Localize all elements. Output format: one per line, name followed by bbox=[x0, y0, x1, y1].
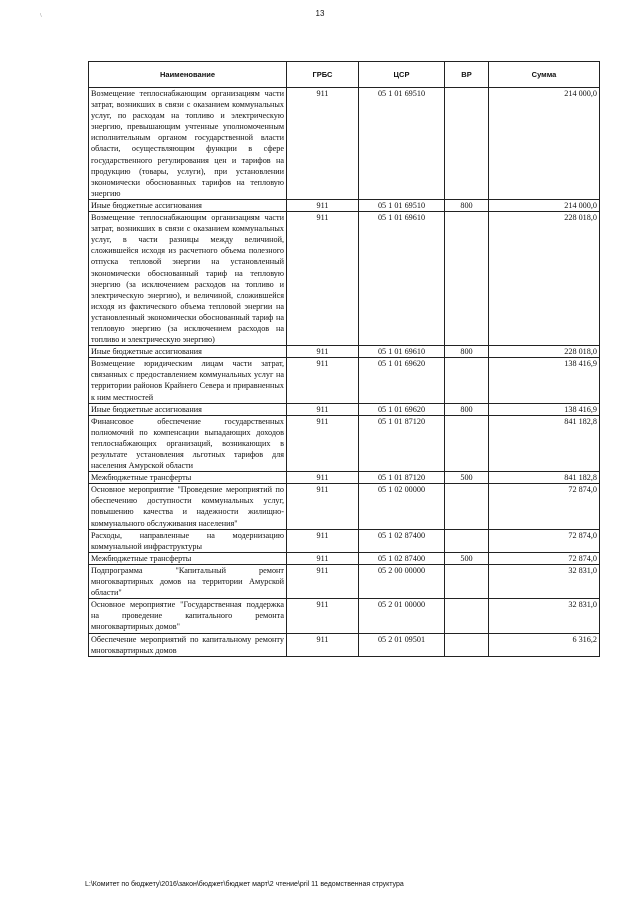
row-grbs: 911 bbox=[287, 199, 359, 211]
row-grbs: 911 bbox=[287, 403, 359, 415]
header-sum: Сумма bbox=[489, 62, 600, 88]
budget-table bbox=[88, 61, 600, 657]
row-grbs: 911 bbox=[287, 346, 359, 358]
table-row bbox=[89, 564, 600, 598]
row-name: Возмещение теплоснабжающим организациям части затрат, возникших в связи с оказанием коммунальных услуг, по расходам на топливо и электрическую энергию, превышающим учтенные уполномоченным исполнительным органом государственной власти области, осуществляющим функции в сфере государственного регулирования цен и тарифов на продукцию (товары, услуги), при установлении экономически обоснованных тарифов на тепловую энергию bbox=[89, 88, 287, 200]
row-sum: 228 018,0 bbox=[489, 212, 600, 346]
row-name: Возмещение теплоснабжающим организациям части затрат, возникших в связи с оказанием коммунальных услуг, в части разницы между величиной, сложившейся исходя из расчетного объема полезного отпуска тепловой энергии на установленный экономически обоснованный тариф на тепловую энергию (за исключением расходов на топливо и электрическую энергию), и величиной, сложившейся исходя из фактического объема тепловой энергии на установленный экономически обоснованный тариф на тепловую энергию (за исключением расходов на топливо и электрическую энергию) bbox=[89, 212, 287, 346]
row-vr bbox=[445, 212, 489, 346]
row-grbs: 911 bbox=[287, 212, 359, 346]
table-row bbox=[89, 633, 600, 656]
row-sum: 214 000,0 bbox=[489, 88, 600, 200]
row-name: Финансовое обеспечение государственных полномочий по компенсации выпадающих доходов теплоснабжающих организаций, возникающих в результате установления льготных тарифов для населения Амурской области bbox=[89, 415, 287, 471]
row-vr: 800 bbox=[445, 346, 489, 358]
row-sum: 72 874,0 bbox=[489, 552, 600, 564]
row-name: Возмещение юридическим лицам части затрат, связанных с предоставлением коммунальных услуг на территории районов Крайнего Севера и приравненных к ним местностей bbox=[89, 358, 287, 403]
table-row bbox=[89, 212, 600, 346]
row-sum: 228 018,0 bbox=[489, 346, 600, 358]
row-csr: 05 1 01 69610 bbox=[359, 346, 445, 358]
row-sum: 841 182,8 bbox=[489, 415, 600, 471]
header-grbs: ГРБС bbox=[287, 62, 359, 88]
row-csr: 05 1 02 87400 bbox=[359, 529, 445, 552]
row-vr: 500 bbox=[445, 552, 489, 564]
row-sum: 72 874,0 bbox=[489, 484, 600, 529]
row-name: Расходы, направленные на модернизацию коммунальной инфраструктуры bbox=[89, 529, 287, 552]
row-name: Иные бюджетные ассигнования bbox=[89, 199, 287, 211]
header-name: Наименование bbox=[89, 62, 287, 88]
row-vr bbox=[445, 415, 489, 471]
row-name: Основное мероприятие "Проведение мероприятий по обеспечению доступности коммунальных услуг, повышению качества и надежности жилищно-коммунального обслуживания населения" bbox=[89, 484, 287, 529]
corner-mark: \ bbox=[40, 13, 42, 19]
row-csr: 05 1 02 87400 bbox=[359, 552, 445, 564]
table-row bbox=[89, 415, 600, 471]
row-vr bbox=[445, 358, 489, 403]
file-path-footer: L:\Комитет по бюджету\2016\закон\бюджет\бюджет март\2 чтение\pril 11 ведомственная структура bbox=[85, 881, 404, 888]
table-row bbox=[89, 346, 600, 358]
row-vr bbox=[445, 564, 489, 598]
row-name: Обеспечение мероприятий по капитальному ремонту многоквартирных домов bbox=[89, 633, 287, 656]
row-vr: 800 bbox=[445, 199, 489, 211]
row-csr: 05 1 01 69510 bbox=[359, 88, 445, 200]
row-csr: 05 2 00 00000 bbox=[359, 564, 445, 598]
table-row bbox=[89, 199, 600, 211]
row-grbs: 911 bbox=[287, 564, 359, 598]
table-row bbox=[89, 484, 600, 529]
row-grbs: 911 bbox=[287, 358, 359, 403]
row-sum: 32 831,0 bbox=[489, 599, 600, 633]
row-grbs: 911 bbox=[287, 415, 359, 471]
row-vr bbox=[445, 88, 489, 200]
row-vr: 500 bbox=[445, 472, 489, 484]
row-grbs: 911 bbox=[287, 529, 359, 552]
header-vr: ВР bbox=[445, 62, 489, 88]
row-csr: 05 1 01 87120 bbox=[359, 415, 445, 471]
row-csr: 05 2 01 00000 bbox=[359, 599, 445, 633]
row-sum: 72 874,0 bbox=[489, 529, 600, 552]
row-name: Межбюджетные трансферты bbox=[89, 472, 287, 484]
row-name: Межбюджетные трансферты bbox=[89, 552, 287, 564]
row-sum: 32 831,0 bbox=[489, 564, 600, 598]
row-csr: 05 2 01 09501 bbox=[359, 633, 445, 656]
row-grbs: 911 bbox=[287, 88, 359, 200]
row-vr: 800 bbox=[445, 403, 489, 415]
row-grbs: 911 bbox=[287, 472, 359, 484]
table-header-row bbox=[89, 62, 600, 88]
row-vr bbox=[445, 633, 489, 656]
table-row bbox=[89, 472, 600, 484]
row-csr: 05 1 02 00000 bbox=[359, 484, 445, 529]
row-vr bbox=[445, 529, 489, 552]
row-name: Подпрограмма "Капитальный ремонт многоквартирных домов на территории Амурской области" bbox=[89, 564, 287, 598]
header-csr: ЦСР bbox=[359, 62, 445, 88]
row-grbs: 911 bbox=[287, 552, 359, 564]
row-csr: 05 1 01 69510 bbox=[359, 199, 445, 211]
row-grbs: 911 bbox=[287, 599, 359, 633]
row-grbs: 911 bbox=[287, 484, 359, 529]
page-number: 13 bbox=[315, 9, 325, 18]
row-name: Иные бюджетные ассигнования bbox=[89, 346, 287, 358]
row-sum: 841 182,8 bbox=[489, 472, 600, 484]
row-sum: 138 416,9 bbox=[489, 403, 600, 415]
row-csr: 05 1 01 87120 bbox=[359, 472, 445, 484]
row-csr: 05 1 01 69610 bbox=[359, 212, 445, 346]
table-row bbox=[89, 88, 600, 200]
row-vr bbox=[445, 484, 489, 529]
row-sum: 214 000,0 bbox=[489, 199, 600, 211]
row-csr: 05 1 01 69620 bbox=[359, 403, 445, 415]
row-name: Иные бюджетные ассигнования bbox=[89, 403, 287, 415]
row-grbs: 911 bbox=[287, 633, 359, 656]
row-name: Основное мероприятие "Государственная поддержка на проведение капитального ремонта многоквартирных домов" bbox=[89, 599, 287, 633]
row-csr: 05 1 01 69620 bbox=[359, 358, 445, 403]
table-row bbox=[89, 358, 600, 403]
row-sum: 138 416,9 bbox=[489, 358, 600, 403]
table-row bbox=[89, 599, 600, 633]
table-row bbox=[89, 403, 600, 415]
table-row bbox=[89, 529, 600, 552]
row-sum: 6 316,2 bbox=[489, 633, 600, 656]
row-vr bbox=[445, 599, 489, 633]
table-row bbox=[89, 552, 600, 564]
